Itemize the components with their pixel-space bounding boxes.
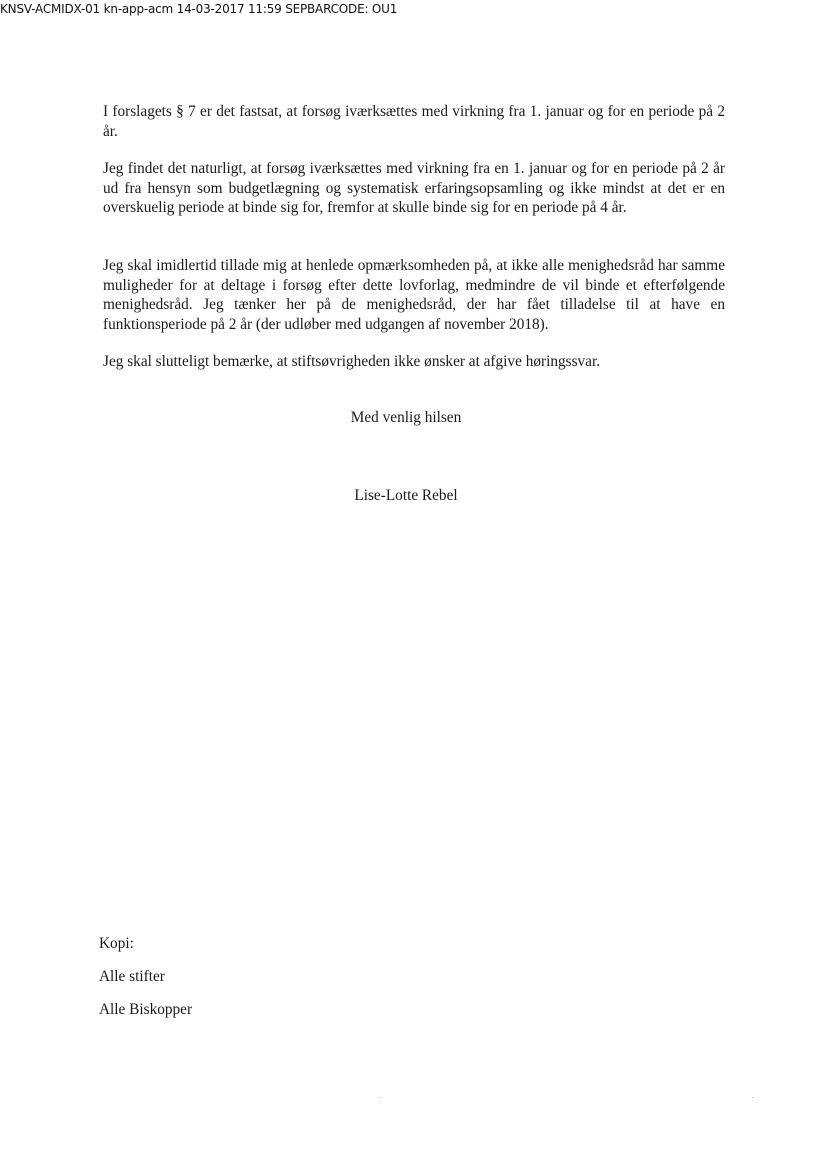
paragraph-1: I forslagets § 7 er det fastsat, at forsøg iværksættes med virkning fra 1. januar og for en periode på 2 år. [103,103,725,140]
fax-header: KNSV-ACMIDX-01 kn-app-acm 14-03-2017 11:59 SEPBARCODE: OU1 [0,2,398,16]
paragraph-3: Jeg skal imidlertid tillade mig at henlede opmærksomheden på, at ikke alle menighedsråd har samme muligheder for at deltage i forsøg efter dette lovforlag, medmindre de vil binde et efterfølgende menighedsråd. Jeg tænker her på de menighedsråd, der har fået tilladelse til at have en funktionsperiode på 2 år (der udløber med udgangen af november 2018). [103,257,725,333]
copy-recipient: Alle stifter [99,968,165,985]
paragraph-4: Jeg skal slutteligt bemærke, at stiftsøvrigheden ikke ønsker at afgive høringssvar. [103,353,601,370]
paragraph-2: Jeg findet det naturligt, at forsøg iværksættes med virkning fra en 1. januar og for en periode på 2 år ud fra hensyn som budgetlægning og systematisk erfaringsopsamling og ikke mindst at det er en overskuelig periode at binde sig for, fremfor at skulle binde sig for en periode på 4 år. [103,160,725,216]
signatory-name: Lise-Lotte Rebel [354,487,458,504]
copy-recipient: Alle Biskopper [99,1001,193,1018]
scan-speck [380,1097,381,1098]
copy-label: Kopi: [99,935,134,952]
scan-speck [752,1097,753,1098]
closing-greeting: Med venlig hilsen [350,409,462,426]
